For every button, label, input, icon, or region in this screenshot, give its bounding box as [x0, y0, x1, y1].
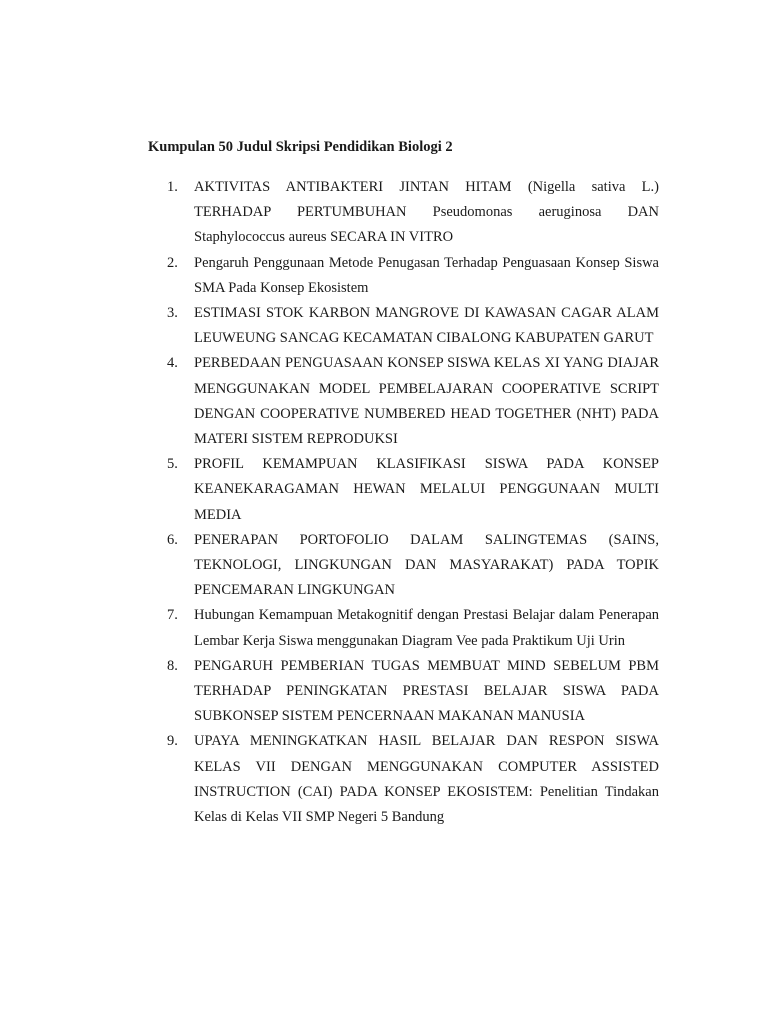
- list-item: [150, 528, 659, 604]
- list-item-text: PENERAPAN PORTOFOLIO DALAM SALINGTEMAS (SAINS, TEKNOLOGI, LINGKUNGAN DAN MASYARAKAT) PADA TOPIK PENCEMARAN LINGKUNGAN: [194, 531, 659, 599]
- list-item-number: 2.: [167, 254, 178, 271]
- list-item-text: PERBEDAAN PENGUASAAN KONSEP SISWA KELAS XI YANG DIAJAR MENGGUNAKAN MODEL PEMBELAJARAN COOPERATIVE SCRIPT DENGAN COOPERATIVE NUMBERED HEAD TOGETHER (NHT) PADA MATERI SISTEM REPRODUKSI: [194, 355, 659, 448]
- list-item-number: 3.: [167, 305, 178, 322]
- list-item-text: PENGARUH PEMBERIAN TUGAS MEMBUAT MIND SEBELUM PBM TERHADAP PENINGKATAN PRESTASI BELAJAR SISWA PADA SUBKONSEP SISTEM PENCERNAAN MAKANAN MANUSIA: [194, 657, 659, 725]
- list-item-number: 5.: [167, 456, 178, 473]
- list-item: [150, 351, 659, 452]
- list-item: [150, 654, 659, 730]
- list-item-number: 9.: [167, 733, 178, 750]
- list-item-number: 1.: [167, 179, 178, 195]
- list-item-text: Pengaruh Penggunaan Metode Penugasan Terhadap Penguasaan Konsep Siswa SMA Pada Konsep Ekosistem: [194, 254, 659, 296]
- list-item-text: UPAYA MENINGKATKAN HASIL BELAJAR DAN RESPON SISWA KELAS VII DENGAN MENGGUNAKAN COMPUTER ASSISTED INSTRUCTION (CAI) PADA KONSEP EKOSISTEM: Penelitian Tindakan Kelas di Kelas VII SMP Negeri 5 Bandung: [194, 733, 659, 826]
- list-item: [150, 603, 659, 653]
- document-title: Kumpulan 50 Judul Skripsi Pendidikan Biologi 2: [148, 139, 453, 155]
- list-item-text: Hubungan Kemampuan Metakognitif dengan Prestasi Belajar dalam Penerapan Lembar Kerja Siswa menggunakan Diagram Vee pada Praktikum Uji Urin: [194, 607, 659, 649]
- list-item-text: ESTIMASI STOK KARBON MANGROVE DI KAWASAN CAGAR ALAM LEUWEUNG SANCAG KECAMATAN CIBALONG KABUPATEN GARUT: [194, 305, 659, 347]
- list-item: [150, 729, 659, 830]
- thesis-title-list: [150, 175, 659, 830]
- list-item: [150, 301, 659, 351]
- list-item-text: PROFIL KEMAMPUAN KLASIFIKASI SISWA PADA KONSEP KEANEKARAGAMAN HEWAN MELALUI PENGGUNAAN MULTI MEDIA: [194, 456, 659, 523]
- list-item: [150, 452, 659, 528]
- list-item-number: 7.: [167, 607, 178, 624]
- list-item: [150, 251, 659, 301]
- list-item-text: AKTIVITAS ANTIBAKTERI JINTAN HITAM (Nigella sativa L.) TERHADAP PERTUMBUHAN Pseudomonas aeruginosa DAN Staphylococcus aureus SECARA IN VITRO: [194, 179, 659, 246]
- list-item-number: 8.: [167, 657, 178, 674]
- list-item-number: 4.: [167, 355, 178, 372]
- list-item-number: 6.: [167, 531, 178, 548]
- list-item: [150, 175, 659, 251]
